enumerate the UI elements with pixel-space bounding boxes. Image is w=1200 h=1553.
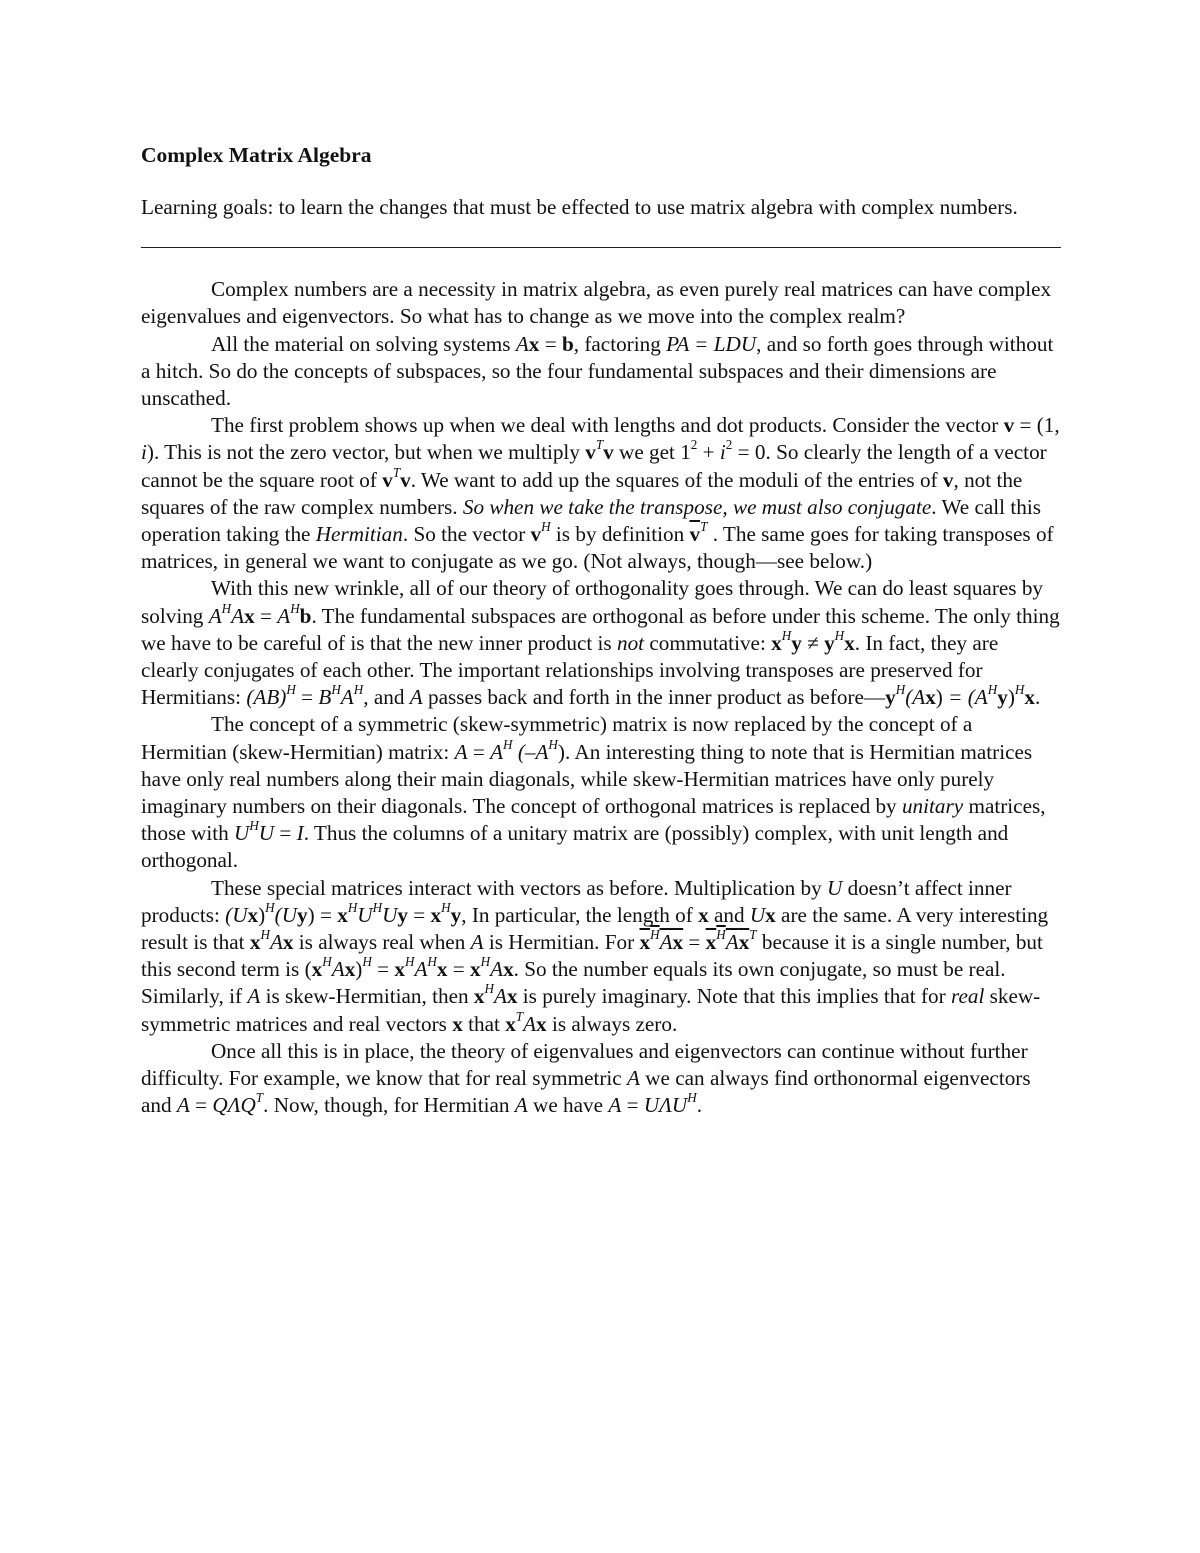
paragraph-5: The concept of a symmetric (skew-symmetric) matrix is now replaced by the concept of a Hermitian (skew-Hermitian) matrix: $A = A^H$ $(-A^H)$. An interesting thing to note that is Hermitian matrices have only real numbers along their main diagonals, while skew-Hermitian matrices have only purely imaginary numbers on their diagonals. The concept of orthogonal matrices is replaced by unitary matrices, those with $U^HU = I$. Thus the columns of a unitary matrix are (possibly) complex, with unit length and orthogonal.: [141, 712, 1046, 873]
learning-goals: Learning goals: to learn the changes that must be effected to use matrix algebra with complex numbers.: [141, 195, 1018, 219]
paragraph-4: With this new wrinkle, all of our theory of orthogonality goes through. We can do least squares by solving $A^HAx = A^Hb$. The fundamental subspaces are orthogonal as before under this scheme. The only thing we have to be careful of is that the new inner product is not commutative: $x^Hy \ne y^Hx$. In fact, they are clearly conjugates of each other. The important relationships involving transposes are preserved for Hermitians: $(AB)^H = B^HA^H$, and A passes back and forth in the inner product as $before—y^H(Ax) = (A^Hy)^Hx$.: [141, 576, 1060, 710]
document-body: [141, 276, 1061, 1119]
paragraph-1: Complex numbers are a necessity in matrix algebra, as even purely real matrices can have complex eigenvalues and eigenvectors. So what has to change as we move into the complex realm?: [141, 277, 1052, 329]
divider: [141, 247, 1061, 248]
paragraph-6: These special matrices interact with vectors as before. Multiplication by U doesn’t affect inner products: $(Ux)^H(Uy) = x^HU^HUy = x^Hy$, In particular, the length of x and Ux are the same. A very interesting result is that $x^HAx$ is always real when A is Hermitian. For $x^HAx = x^HAx^T$ because it is a single number, but this second term is $(x^HAx)^H = x^HA^Hx = x^HAx$. So the number equals its own conjugate, so must be real. Similarly, if A is skew-Hermitian, then $x^HAx$ is purely imaginary. Note that this implies that for real skew-symmetric matrices and real vectors x that $x^TAx$ is always zero.: [141, 875, 1049, 1036]
document-page: [141, 140, 1061, 1120]
paragraph-3: The first problem shows up when we deal with lengths and dot products. Consider the vector v = (1, i). This is not the zero vector, but when we multiply $v^Tv$ we get $1^2 + i^2 = 0$. So clearly the length of a vector cannot be the square root of $v^Tv$. We want to add up the squares of the moduli of the entries of v, not the squares of the raw complex numbers. So when we take the transpose, we must also conjugate. We call this operation taking the Hermitian. So the vector $v^H$ is by definition $\overline{v}^T$ . The same goes for taking transposes of matrices, in general we want to conjugate as we go. (Not always, though—see below.): [141, 413, 1060, 574]
paragraph-7: Once all this is in place, the theory of eigenvalues and eigenvectors can continue without further difficulty. For example, we know that for real symmetric A we can always find orthonormal eigenvectors and $A = Q\Lambda Q^T$. Now, though, for Hermitian A we have $A = U\Lambda U^H$.: [141, 1038, 1031, 1118]
document-title: Complex Matrix Algebra: [141, 143, 372, 167]
paragraph-2: All the material on solving systems Ax = b, factoring PA = LDU, and so forth goes through without a hitch. So do the concepts of subspaces, so the four fundamental subspaces and their dimensions are unscathed.: [141, 331, 1054, 411]
